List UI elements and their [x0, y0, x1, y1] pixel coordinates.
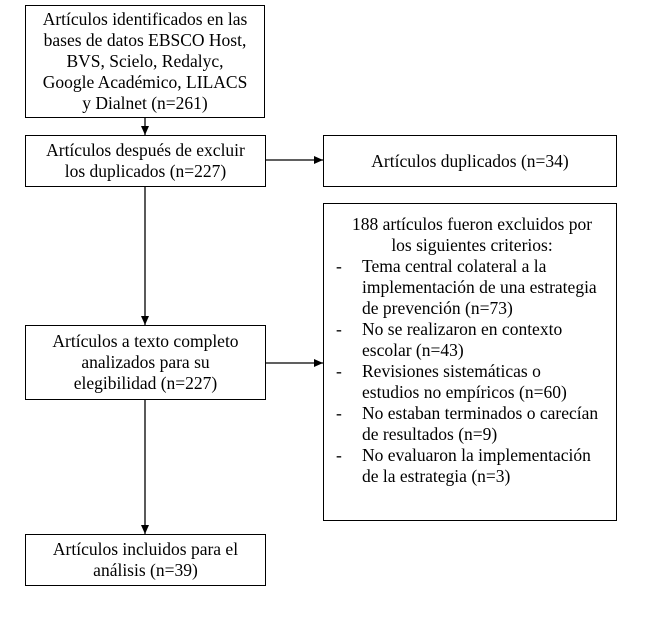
- box-line: Artículos identificados en las: [42, 9, 248, 29]
- box-line: Artículos a texto completo: [52, 331, 239, 351]
- criterion-line: de resultados (n=9): [362, 424, 498, 444]
- bullet-dash: -: [336, 319, 342, 339]
- bullet-dash: -: [336, 445, 342, 465]
- exclusion-heading-line: los siguientes criterios:: [391, 235, 553, 255]
- criterion-line: Tema central colateral a la: [362, 256, 547, 276]
- box-line: elegibilidad (n=227): [73, 373, 218, 393]
- box-exclusion-criteria: [323, 203, 617, 521]
- criterion-line: de la estrategia (n=3): [362, 466, 511, 486]
- criterion-item: [336, 403, 608, 445]
- criterion-line: No se realizaron en contexto: [362, 319, 563, 339]
- criterion-item: [336, 319, 608, 361]
- criterion-line: estudios no empíricos (n=60): [362, 382, 567, 402]
- box-line: Artículos después de excluir: [46, 140, 245, 160]
- bullet-dash: -: [336, 256, 342, 276]
- criterion-line: Revisiones sistemáticas o: [362, 361, 541, 381]
- criterion-line: No estaban terminados o carecían: [362, 403, 599, 423]
- box-articles-after-duplicates: [25, 135, 266, 187]
- criterion-item: [336, 361, 608, 403]
- box-line: Artículos incluidos para el: [52, 539, 239, 559]
- box-line: análisis (n=39): [93, 560, 198, 580]
- bullet-dash: -: [336, 403, 342, 423]
- box-line: BVS, Scielo, Redalyc,: [66, 51, 224, 71]
- box-line: analizados para su: [81, 352, 210, 372]
- box-line: bases de datos EBSCO Host,: [43, 30, 247, 50]
- criterion-line: de prevención (n=73): [362, 298, 513, 318]
- criterion-line: No evaluaron la implementación: [362, 445, 591, 465]
- criterion-item: [336, 256, 608, 319]
- box-articles-identified: [25, 5, 265, 118]
- box-articles-fulltext: [25, 325, 266, 400]
- criterion-line: implementación de una estrategia: [362, 277, 597, 297]
- box-line: Google Académico, LILACS: [42, 72, 248, 92]
- box-line: los duplicados (n=227): [64, 161, 227, 181]
- bullet-dash: -: [336, 361, 342, 381]
- criterion-item: [336, 445, 608, 487]
- criterion-line: escolar (n=43): [362, 340, 464, 360]
- box-articles-included: [25, 534, 266, 586]
- box-line: y Dialnet (n=261): [82, 93, 208, 113]
- exclusion-heading-line: 188 artículos fueron excluidos por: [351, 214, 593, 234]
- box-line: Artículos duplicados (n=34): [371, 151, 569, 171]
- box-articles-duplicates: [323, 135, 617, 187]
